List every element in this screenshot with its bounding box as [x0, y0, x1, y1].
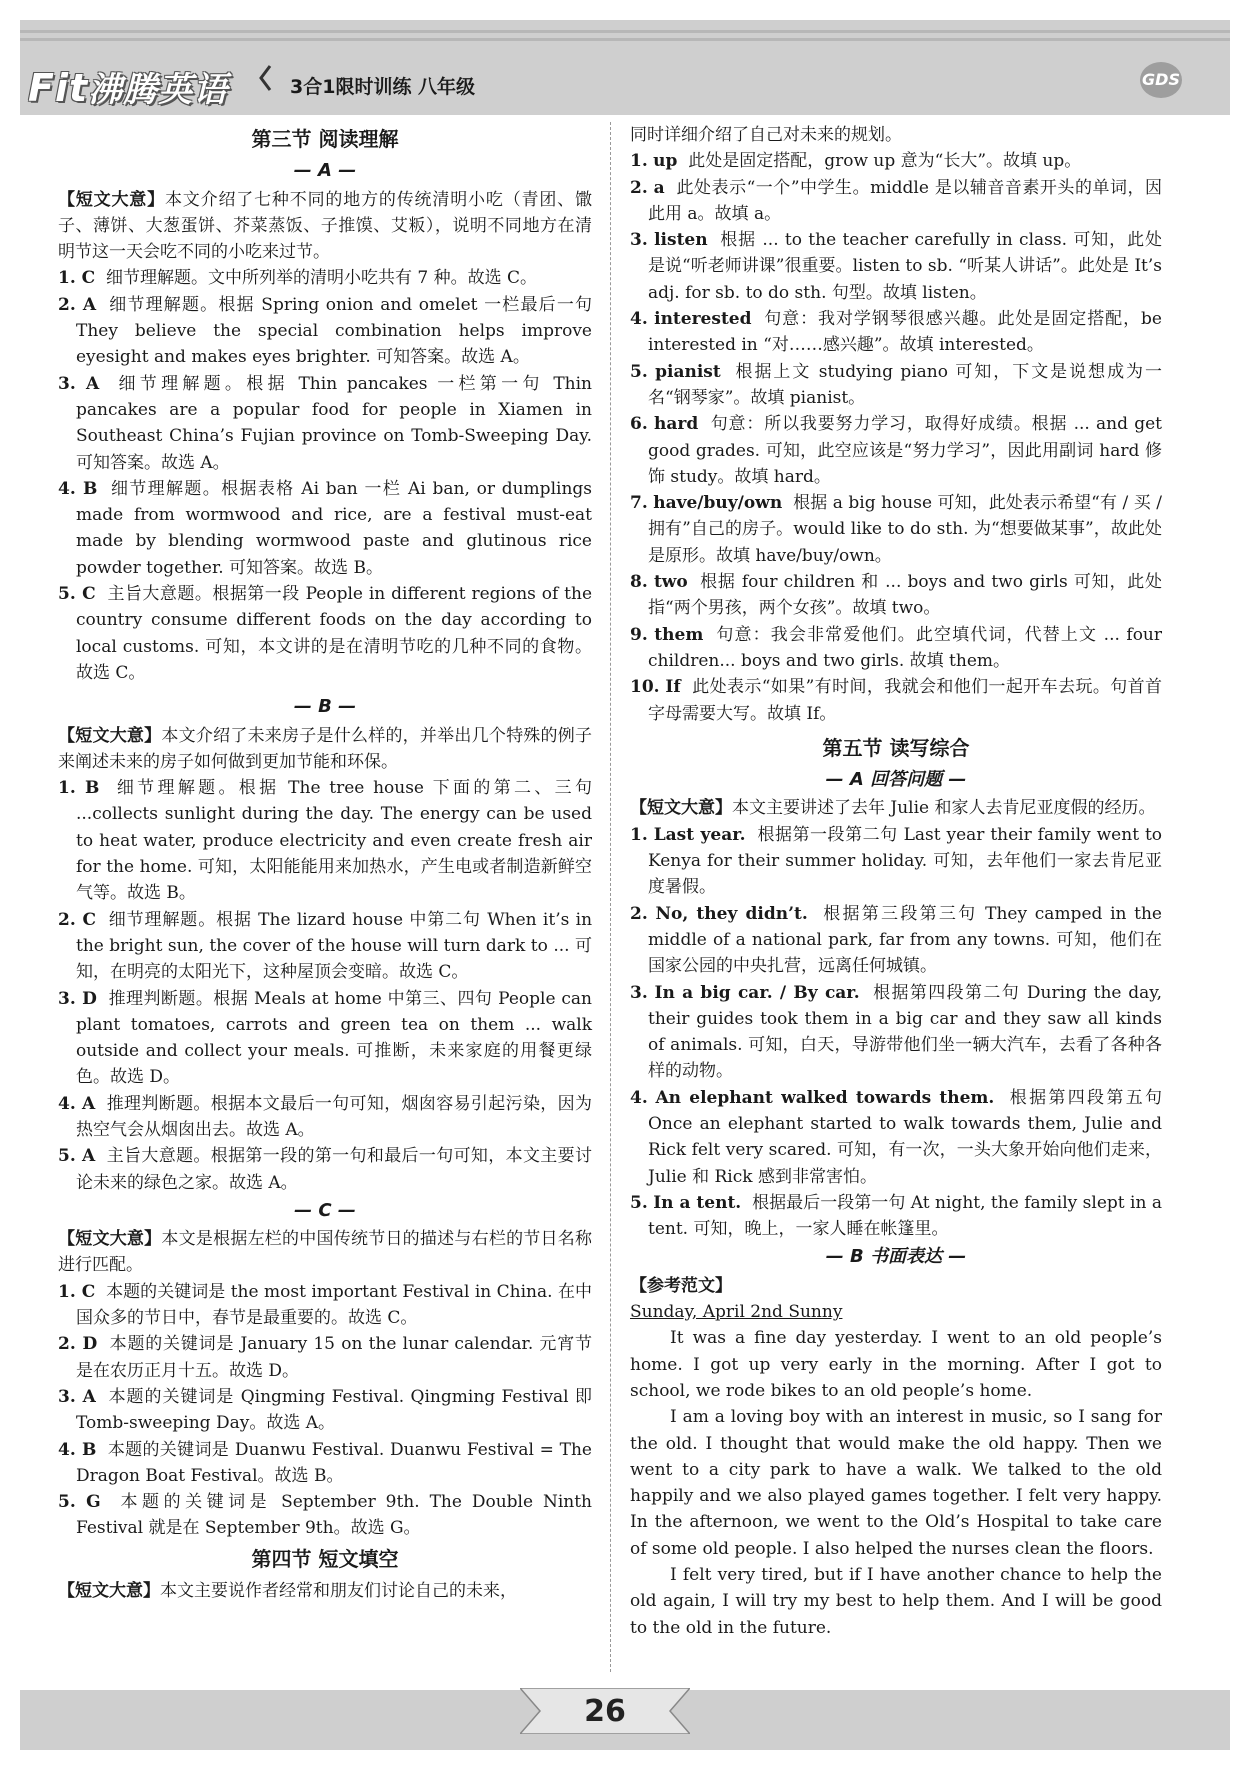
answer-number: 4. A — [58, 1093, 96, 1114]
part-a-answers — [630, 822, 1162, 1243]
answer-item — [58, 371, 592, 476]
gds-badge-icon: GDS — [1140, 62, 1182, 98]
answer-number: 3. A — [58, 1386, 96, 1407]
answer-item — [58, 775, 592, 906]
answer-number: 2. D — [58, 1334, 98, 1355]
answer-number: 5. A — [58, 1146, 96, 1167]
answer-number: 9. — [630, 624, 648, 645]
summary-tag: 【短文大意】 — [58, 1229, 162, 1250]
answer-explanation: 细节理解题。根据 The tree house 下面的第二、三句 ...collects sunlight during the day. The energy can be used to heat water, produce electricity and even create fresh air for the home. 可知，太阳能能用来加热水，产生电或者制造新鲜空气等。故选 B。 — [76, 778, 592, 904]
answer-item — [630, 306, 1162, 359]
section-4-answers — [630, 148, 1162, 727]
answer-number: 5. — [630, 1192, 648, 1213]
answer-item — [58, 1384, 592, 1437]
summary-tag: 【短文大意】 — [58, 1581, 160, 1602]
answer-number: 8. — [630, 572, 648, 593]
answer-explanation: 根据第三段第三句 They camped in the middle of a national park, far from any towns. 可知，他们在国家公园的中央扎营，远离任何城镇。 — [648, 903, 1162, 977]
answer-key: In a big car. / By car. — [654, 982, 860, 1003]
answer-explanation: 句意：我会非常爱他们。此空填代词，代替上文 ... four children... boys and two girls. 故填 them。 — [648, 624, 1163, 671]
answer-explanation: 此处是固定搭配，grow up 意为“长大”。故填 up。 — [688, 151, 1082, 172]
essay-paragraph: It was a fine day yesterday. I went to an old people’s home. I got up very early in the morning. After I got to school, we rode bikes to an old people’s home. — [630, 1328, 1162, 1401]
answer-key: listen — [654, 230, 708, 251]
answer-explanation: 细节理解题。根据 The lizard house 中第二句 When it’s in the bright sun, the cover of the house will turn dark to ... 可知，在明亮的太阳光下，这种屋顶会变暗。故选 C。 — [76, 909, 593, 983]
answer-item — [58, 1279, 592, 1332]
answer-item — [630, 822, 1162, 901]
answer-explanation: 细节理解题。根据 Thin pancakes 一栏第一句 Thin pancakes are a popular food for people in Xiamen in Southeast China’s Fujian province on Tomb-Sweeping Day. 可知答案。故选 A。 — [76, 373, 592, 473]
answer-number: 1. — [630, 824, 648, 845]
answer-explanation: 句意：所以我要努力学习，取得好成绩。根据 ... and get good grades. 可知，此空应该是“努力学习”，因此用副词 hard 修饰 study。故填 hard。 — [648, 414, 1163, 487]
answer-item — [58, 1143, 592, 1196]
answer-number: 3. — [630, 982, 648, 1003]
answer-key: have/buy/own — [653, 493, 783, 514]
answer-item — [58, 581, 592, 686]
answer-item — [58, 1437, 592, 1490]
part-a-summary — [630, 795, 1162, 821]
answer-explanation: 细节理解题。文中所列举的清明小吃共有 7 种。故选 C。 — [106, 268, 538, 289]
answer-key: An elephant walked towards them. — [655, 1087, 995, 1108]
header-stripe — [20, 30, 1230, 33]
answer-item — [58, 986, 592, 1091]
model-essay-tag: 【参考范文】 — [630, 1275, 732, 1296]
logo-fit-text: Fit — [28, 66, 89, 110]
answer-item — [58, 1489, 592, 1542]
essay-date: Sunday, April 2nd Sunny — [630, 1302, 843, 1323]
answer-explanation: 此处表示“如果”有时间，我就会和他们一起开车去玩。句首首字母需要大写。故填 If。 — [648, 677, 1162, 724]
answer-item — [58, 265, 592, 291]
answer-explanation: 根据 four children 和 ... boys and two girls 可知，此处指“两个男孩，两个女孩”。故填 two。 — [648, 572, 1163, 619]
answer-item — [630, 227, 1162, 306]
answer-number: 1. C — [58, 1281, 96, 1302]
answer-item — [630, 1190, 1162, 1243]
answer-explanation: 此处表示“一个”中学生。middle 是以辅音音素开头的单词，因此用 a。故填 a。 — [648, 177, 1162, 224]
answer-number: 1. C — [58, 268, 96, 289]
answer-explanation: 根据上文 studying piano 可知，下文是说想成为一名“钢琴家”。故填 pianist。 — [648, 361, 1163, 408]
passage-b-answers — [58, 775, 592, 1196]
summary-text: 本文介绍了未来房子是什么样的，并举出几个特殊的例子来阐述未来的房子如何做到更加节能和环保。 — [58, 725, 593, 772]
answer-key: If — [665, 677, 681, 698]
answer-key: Last year. — [653, 824, 746, 845]
answer-item — [58, 292, 592, 371]
answer-number: 1. — [630, 151, 648, 172]
answer-number: 10. — [630, 677, 660, 698]
header-stripe — [20, 38, 1230, 41]
answer-explanation: 主旨大意题。根据第一段的第一句和最后一句可知，本文主要讨论未来的绿色之家。故选 A。 — [76, 1146, 592, 1193]
passage-c-summary — [58, 1226, 592, 1279]
essay-paragraph: I felt very tired, but if I have another chance to help the old again, I will try my best to help them. And I will be good to the old in the future. — [630, 1565, 1162, 1638]
answer-explanation: 本题的关键词是 January 15 on the lunar calendar. 元宵节是在农历正月十五。故选 D。 — [76, 1334, 593, 1381]
answer-number: 4. — [630, 1087, 648, 1108]
answer-explanation: 细节理解题。根据 Spring onion and omelet 一栏最后一句 They believe the special combination helps improve eyesight and makes eyes brighter. 可知答案。故选 A。 — [76, 294, 592, 368]
answer-key: a — [653, 177, 665, 198]
answer-explanation: 本题的关键词是 Qingming Festival. Qingming Festival 即 Tomb-sweeping Day。故选 A。 — [76, 1386, 592, 1434]
section-4-summary-continued: 同时详细介绍了自己对未来的规划。 — [630, 125, 902, 145]
answer-key: hard — [654, 414, 699, 435]
passage-b-summary — [58, 723, 592, 776]
answer-explanation: 根据最后一段第一句 At night, the family slept in a tent. 可知，晚上，一家人睡在帐篷里。 — [648, 1192, 1162, 1240]
answer-number: 5. G — [58, 1492, 101, 1513]
summary-tag: 【短文大意】 — [58, 189, 165, 210]
answer-item — [630, 901, 1162, 980]
answer-number: 3. D — [58, 988, 97, 1009]
answer-number: 7. — [630, 493, 648, 514]
answer-number: 2. — [630, 903, 648, 924]
answer-number: 4. B — [58, 478, 98, 499]
answer-explanation: 根据 a big house 可知，此处表示希望“有 / 买 / 拥有”自己的房子。would like to do sth. 为“想要做某事”，故此处是原形。故填 have/buy/own。 — [648, 493, 1162, 566]
answer-number: 5. C — [58, 584, 96, 605]
answer-item — [630, 1085, 1162, 1190]
summary-text: 本文介绍了七种不同的地方的传统清明小吃（青团、馓子、薄饼、大葱蛋饼、芥菜蒸饭、子推馍、艾粄），说明不同地方在清明节这一天会吃不同的小吃来过节。 — [58, 189, 593, 263]
answer-item — [58, 476, 592, 581]
answer-item — [630, 359, 1162, 412]
answer-number: 5. — [630, 361, 648, 382]
answer-explanation: 根据第一段第二句 Last year their family went to Kenya for their summer holiday. 可知，去年他们一家去肯尼亚度暑假。 — [648, 824, 1163, 898]
answer-key: pianist — [655, 361, 721, 382]
answer-item — [630, 148, 1162, 174]
answer-number: 1. B — [58, 778, 100, 799]
answer-explanation: 本题的关键词是 the most important Festival in China. 在中国众多的节日中，春节是最重要的。故选 C。 — [76, 1281, 593, 1329]
passage-a-summary — [58, 187, 592, 266]
passage-c-answers — [58, 1279, 592, 1542]
passage-a-label: — A — — [293, 160, 357, 182]
part-a-label: — A 回答问题 — — [825, 769, 967, 791]
answer-key: No, they didn’t. — [655, 903, 808, 924]
section-4-summary — [58, 1578, 592, 1604]
logo-cn-text: 沸腾英语 — [88, 70, 229, 110]
answer-number: 2. A — [58, 294, 97, 315]
essay-paragraph: I am a loving boy with an interest in music, so I sang for the old. I thought that would make the old happy. Then we went to a city park to have a walk. We talked to the old happily and we also played games together. I felt very happy. In the afternoon, we went to the Old’s Hospital to take care of some old people. I also helped the nurses clean the floors. — [630, 1407, 1162, 1559]
passage-a-answers — [58, 265, 592, 686]
answer-item — [630, 674, 1162, 727]
section-5-title: 第五节 读写综合 — [822, 735, 970, 760]
summary-tag: 【短文大意】 — [630, 798, 732, 819]
passage-c-label: — C — — [294, 1199, 356, 1221]
page-number: 26 — [584, 1694, 626, 1729]
answer-number: 4. — [630, 309, 648, 330]
answer-explanation: 本题的关键词是 Duanwu Festival. Duanwu Festival = The Dragon Boat Festival。故选 B。 — [76, 1439, 592, 1486]
answer-key: two — [653, 572, 688, 593]
book-title: 3合1限时训练 八年级 — [290, 76, 476, 98]
answer-item — [58, 1331, 592, 1384]
column-divider — [610, 122, 611, 1672]
answer-explanation: 推理判断题。根据 Meals at home 中第三、四句 People can plant tomatoes, carrots and green tea on them ... walk outside and collect your meals. 可推断，未来家庭的用餐更绿色。故选 D。 — [76, 988, 592, 1088]
answer-explanation: 根据第四段第二句 During the day, their guides took them in a big car and they saw all kinds of animals. 可知，白天，导游带他们坐一辆大汽车，去看了各种各样的动物。 — [648, 982, 1163, 1082]
answer-item — [58, 1091, 592, 1144]
answer-explanation: 本题的关键词是 September 9th. The Double Ninth Festival 就是在 September 9th。故选 G。 — [76, 1492, 592, 1539]
left-column — [58, 122, 592, 1604]
answer-item — [630, 490, 1162, 569]
answer-item — [630, 980, 1162, 1085]
summary-tag: 【短文大意】 — [58, 725, 162, 746]
summary-text: 本文是根据左栏的中国传统节日的描述与右栏的节日名称进行匹配。 — [58, 1229, 593, 1276]
chevron-icon — [258, 64, 274, 92]
answer-explanation: 主旨大意题。根据第一段 People in different regions of the country consume different foods on the day according to local customs. 可知，本文讲的是在清明节吃的几种不同的食物。故选 C。 — [76, 584, 593, 683]
model-essay — [630, 1325, 1162, 1641]
answer-explanation: 细节理解题。根据表格 Ai ban 一栏 Ai ban, or dumplings made from wormwood and rice, are a festival must-eat made by blending wormwood paste and glutinous rice powder together. 可知答案。故选 B。 — [76, 478, 592, 578]
answer-key: them — [654, 624, 704, 645]
brand-logo — [28, 62, 228, 111]
passage-b-label: — B — — [293, 696, 357, 718]
answer-item — [630, 175, 1162, 228]
answer-explanation: 推理判断题。根据本文最后一句可知，烟囱容易引起污染，因为热空气会从烟囱出去。故选 A。 — [76, 1093, 592, 1140]
answer-number: 2. C — [58, 909, 97, 930]
answer-number: 3. A — [58, 373, 100, 394]
answer-key: up — [653, 151, 678, 172]
right-column — [630, 122, 1162, 1641]
summary-text: 本文主要说作者经常和朋友们讨论自己的未来， — [160, 1581, 517, 1602]
answer-number: 3. — [630, 230, 648, 251]
answer-number: 2. — [630, 177, 648, 198]
answer-key: In a tent. — [653, 1192, 742, 1213]
section-4-title: 第四节 短文填空 — [251, 1546, 399, 1571]
part-b-label: — B 书面表达 — — [825, 1246, 967, 1268]
answer-item — [630, 411, 1162, 490]
answer-item — [630, 622, 1162, 675]
answer-item — [58, 907, 592, 986]
answer-key: interested — [654, 309, 752, 330]
summary-text: 本文主要讲述了去年 Julie 和家人去肯尼亚度假的经历。 — [732, 798, 1156, 819]
section-3-title: 第三节 阅读理解 — [251, 127, 399, 151]
answer-item — [630, 569, 1162, 622]
answer-explanation: 根据 ... to the teacher carefully in class. 可知，此处是说“听老师讲课”很重要。listen to sb. “听某人讲话”。此处是 It’s adj. for sb. to do sth. 句型。故填 listen。 — [648, 230, 1162, 303]
answer-explanation: 句意：我对学钢琴很感兴趣。此处是固定搭配，be interested in “对……感兴趣”。故填 interested。 — [648, 309, 1162, 356]
answer-explanation: 根据第四段第五句 Once an elephant started to walk towards them, Julie and Rick felt very scared. 可知，有一次，一头大象开始向他们走来，Julie 和 Rick 感到非常害怕。 — [648, 1087, 1163, 1187]
answer-number: 4. B — [58, 1439, 97, 1460]
answer-number: 6. — [630, 414, 648, 435]
